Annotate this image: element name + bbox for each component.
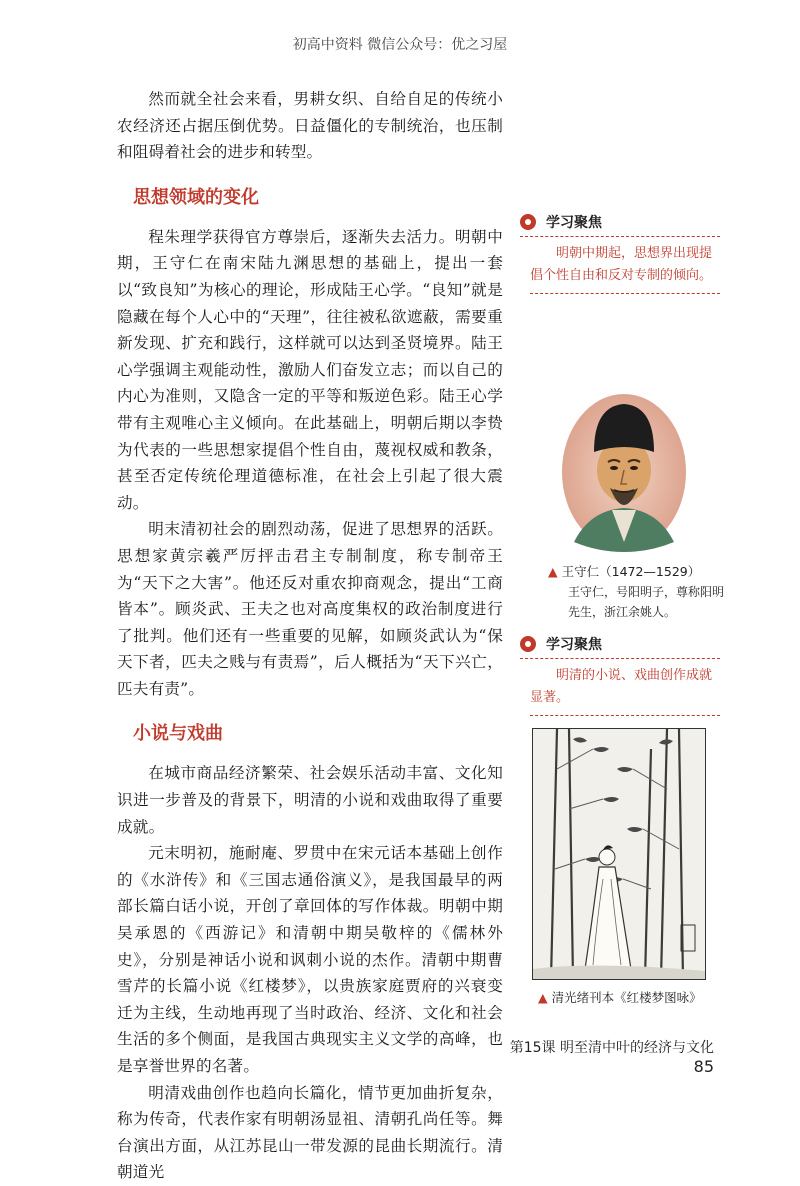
portrait-caption (548, 562, 728, 622)
paragraph-novels-background: 在城市商品经济繁荣、社会娱乐活动丰富、文化知识进一步普及的背景下，明清的小说和戏曲取得了重要成就。 (117, 764, 503, 836)
section-title-novels: 小说与戏曲 (133, 723, 223, 745)
page-number: 85 (693, 1057, 714, 1076)
portrait-caption-desc: 王守仁，号阳明子，尊称阳明先生，浙江余姚人。 (568, 585, 725, 619)
focus-target-icon (520, 636, 536, 652)
study-focus-header (520, 212, 720, 237)
study-focus-box-2 (520, 634, 720, 716)
lesson-title: 第15课 明至清中叶的经济与文化 (509, 1040, 714, 1056)
paragraph-late-ming: 明末清初社会的剧烈动荡，促进了思想界的活跃。思想家黄宗羲严厉抨击君主专制制度，称专制帝王为“天下之大害”。他还反对重农抑商观念，提出“工商皆本”。顾炎武、王夫之也对高度集权的政治制度进行了批判。他们还有一些重要的见解，如顾炎武认为“保天下者，匹夫之贱与有责焉”，后人概括为“天下兴亡，匹夫有责”。 (117, 520, 503, 698)
hongloumeng-illustration (532, 728, 706, 980)
paragraph-wang-shouren: 程朱理学获得官方尊崇后，逐渐失去活力。明朝中期，王守仁在南宋陆九渊思想的基础上，提出一套以“致良知”为核心的理论，形成陆王心学。“良知”就是隐藏在每个人心中的“天理”，往往被私欲遮蔽，需要重新发现、扩充和践行，这样就可以达到圣贤境界。陆王心学强调主观能动性，激励人们奋发立志；而以自己的内心为准则，又隐含一定的平等和叛逆色彩。陆王心学带有主观唯心主义倾向。在此基础上，明朝后期以李贽为代表的一些思想家提倡个性自由，蔑视权威和教条，甚至否定传统伦理道德标准，在社会上引起了很大震动。 (117, 227, 503, 512)
paragraph-drama: 明清戏曲创作也趋向长篇化，情节更加曲折复杂，称为传奇，代表作家有明朝汤显祖、清朝孔尚任等。舞台演出方面，从江苏昆山一带发源的昆曲长期流行。清朝道光 (117, 1083, 503, 1182)
focus-target-icon (520, 214, 536, 230)
portrait-caption-title: 王守仁（1472—1529） (561, 564, 701, 579)
paragraph-novels: 元末明初，施耐庵、罗贯中在宋元话本基础上创作的《水浒传》和《三国志通俗演义》，是我国最早的两部长篇白话小说，开创了章回体的写作体裁。明朝中期吴承恩的《西游记》和清朝中期吴敬梓的《儒林外史》，分别是神话小说和讽刺小说的杰作。清朝中期曹雪芹的长篇小说《红楼梦》，以贵族家庭贾府的兴衰变迁为主线，生动地再现了当时政治、经济、文化和社会生活的多个侧面，是我国古典现实主义文学的高峰，也是享誉世界的名著。 (117, 844, 503, 1075)
study-focus-text: 明朝中期起，思想界出现提倡个性自由和反对专制的倾向。 (530, 243, 720, 294)
page-header: 初高中资料 微信公众号：优之习屋 (292, 37, 508, 53)
study-focus-header (520, 634, 720, 659)
page-footer (500, 1037, 714, 1076)
triangle-marker-icon: ▲ (538, 990, 548, 1005)
study-focus-title: 学习聚焦 (546, 215, 602, 231)
triangle-marker-icon: ▲ (548, 564, 558, 579)
illustration-caption (538, 988, 728, 1008)
study-focus-text: 明清的小说、戏曲创作成就显著。 (530, 665, 720, 716)
study-focus-box-1 (520, 212, 720, 294)
section-title-thought: 思想领域的变化 (133, 186, 259, 208)
wang-shouren-portrait (560, 392, 688, 552)
illustration-caption-text: 清光绪刊本《红楼梦图咏》 (551, 990, 702, 1005)
paragraph-intro: 然而就全社会来看，男耕女织、自给自足的传统小农经济还占据压倒优势。日益僵化的专制统治，也压制和阻碍着社会的进步和转型。 (117, 90, 503, 162)
main-text-column (117, 86, 503, 1186)
study-focus-title: 学习聚焦 (546, 637, 602, 653)
